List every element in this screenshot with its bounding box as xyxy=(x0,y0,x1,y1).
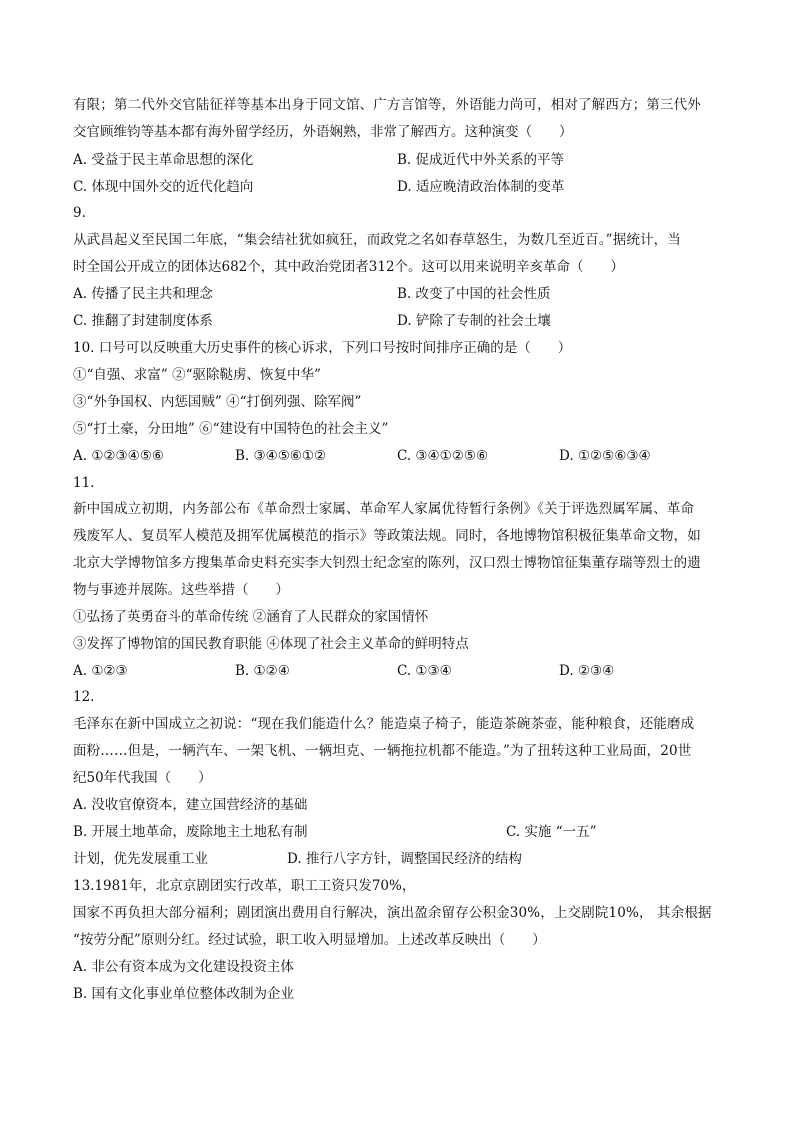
q9-stem-line-1: 从武昌起义至民国二年底，“集会结社犹如疯狂，而政党之名如春草怒生，为数几至近百。”据统计，当 xyxy=(73,232,681,248)
q12-number: 12. xyxy=(73,689,95,705)
q10-stem: 10. 口号可以反映重大历史事件的核心诉求，下列口号按时间排序正确的是（ ） xyxy=(73,340,572,356)
q8-option-c[interactable]: C. 体现中国外交的近代化趋向 xyxy=(73,179,254,195)
q12-stem-line-1: 毛泽东在新中国成立之初说：“现在我们能造什么？能造桌子椅子，能造茶碗茶壶，能种粮食，还能磨成 xyxy=(73,716,695,732)
q11-stem-line-1: 新中国成立初期，内务部公布《革命烈士家属、革命军人家属优待暂行条例》《关于评选烈属军属、革命 xyxy=(73,501,695,517)
q13-option-a[interactable]: A. 非公有资本成为文化建设投资主体 xyxy=(73,959,294,975)
q13-stem-line-3: “按劳分配”原则分红。经过试验，职工收入明显增加。上述改革反映出（ ） xyxy=(73,932,546,948)
q9-option-b[interactable]: B. 改变了中国的社会性质 xyxy=(397,286,551,302)
q11-stem-line-4: 物与事迹并展陈。这些举措（ ） xyxy=(73,582,289,598)
q11-items-3-4: ③发挥了博物馆的国民教育职能 ④体现了社会主义革命的鲜明特点 xyxy=(73,636,469,652)
q11-items-1-2: ①弘扬了英勇奋斗的革命传统 ②涵育了人民群众的家国情怀 xyxy=(73,609,429,625)
q10-option-c[interactable]: C. ③④①②⑤⑥ xyxy=(397,448,489,464)
q8-option-d[interactable]: D. 适应晚清政治体制的变革 xyxy=(397,179,565,195)
q8-option-b[interactable]: B. 促成近代中外关系的平等 xyxy=(397,152,565,168)
q10-items-3-4: ③“外争国权、内惩国贼” ④“打倒列强、除军阀” xyxy=(73,394,362,410)
q9-option-d[interactable]: D. 铲除了专制的社会土壤 xyxy=(397,313,551,329)
q12-option-c[interactable]: C. 实施 “一五” xyxy=(506,824,597,840)
q9-stem-line-2: 时全国公开成立的团体达682个，其中政治党团者312个。这可以用来说明辛亥革命（ ） xyxy=(73,259,625,275)
q11-option-c[interactable]: C. ①③④ xyxy=(397,663,452,679)
q11-stem-line-3: 北京大学博物馆多方搜集革命史料充实李大钊烈士纪念室的陈列，汉口烈士博物馆征集董存瑞等烈士的遗 xyxy=(73,555,701,571)
q11-option-d[interactable]: D. ②③④ xyxy=(559,663,615,679)
q9-number: 9. xyxy=(73,205,86,221)
q13-stem-line-1: 13.1981年，北京京剧团实行改革，职工工资只发70%， xyxy=(73,878,416,894)
q11-stem-line-2: 残废军人、复员军人模范及拥军优属模范的指示》等政策法规。同时，各地博物馆积极征集革命文物，如 xyxy=(73,528,701,544)
q12-option-d[interactable]: D. 推行八字方针，调整国民经济的结构 xyxy=(287,851,522,867)
q10-items-5-6: ⑤“打土豪，分田地” ⑥“建设有中国特色的社会主义” xyxy=(73,421,389,437)
q13-stem-line-2: 国家不再负担大部分福利；剧团演出费用自行解决，演出盈余留存公积金30%，上交剧院10%， 其余根据 xyxy=(73,905,712,921)
q10-option-d[interactable]: D. ①②⑤⑥③④ xyxy=(559,448,651,464)
q8-stem-line-2: 交官顾维钧等基本都有海外留学经历，外语娴熟，非常了解西方。这种演变（ ） xyxy=(73,124,573,140)
q8-option-a[interactable]: A. 受益于民主革命思想的深化 xyxy=(73,152,254,168)
q11-number: 11. xyxy=(73,475,95,491)
q10-items-1-2: ①“自强、求富” ②“驱除鞑虏、恢复中华” xyxy=(73,367,321,383)
q9-option-a[interactable]: A. 传播了民主共和理念 xyxy=(73,286,213,302)
q8-stem-line-1: 有限；第二代外交官陆征祥等基本出身于同文馆、广方言馆等，外语能力尚可，相对了解西方；第三代外 xyxy=(73,97,701,113)
q12-option-b[interactable]: B. 开展土地革命，废除地主土地私有制 xyxy=(73,824,308,840)
q10-option-b[interactable]: B. ③④⑤⑥①② xyxy=(235,448,327,464)
q12-stem-line-3: 纪50年代我国（ ） xyxy=(73,770,212,786)
q12-option-c-continued[interactable]: 计划，优先发展重工业 xyxy=(73,851,208,867)
q11-option-b[interactable]: B. ①②④ xyxy=(235,663,290,679)
q12-stem-line-2: 面粉……但是，一辆汽车、一架飞机、一辆坦克、一辆拖拉机都不能造。”为了扭转这种工业局面，20世 xyxy=(73,743,692,759)
q11-option-a[interactable]: A. ①②③ xyxy=(73,663,128,679)
q12-option-a[interactable]: A. 没收官僚资本，建立国营经济的基础 xyxy=(73,797,308,813)
q9-option-c[interactable]: C. 推翻了封建制度体系 xyxy=(73,313,213,329)
q13-option-b[interactable]: B. 国有文化事业单位整体改制为企业 xyxy=(73,986,295,1002)
q10-option-a[interactable]: A. ①②③④⑤⑥ xyxy=(73,448,164,464)
